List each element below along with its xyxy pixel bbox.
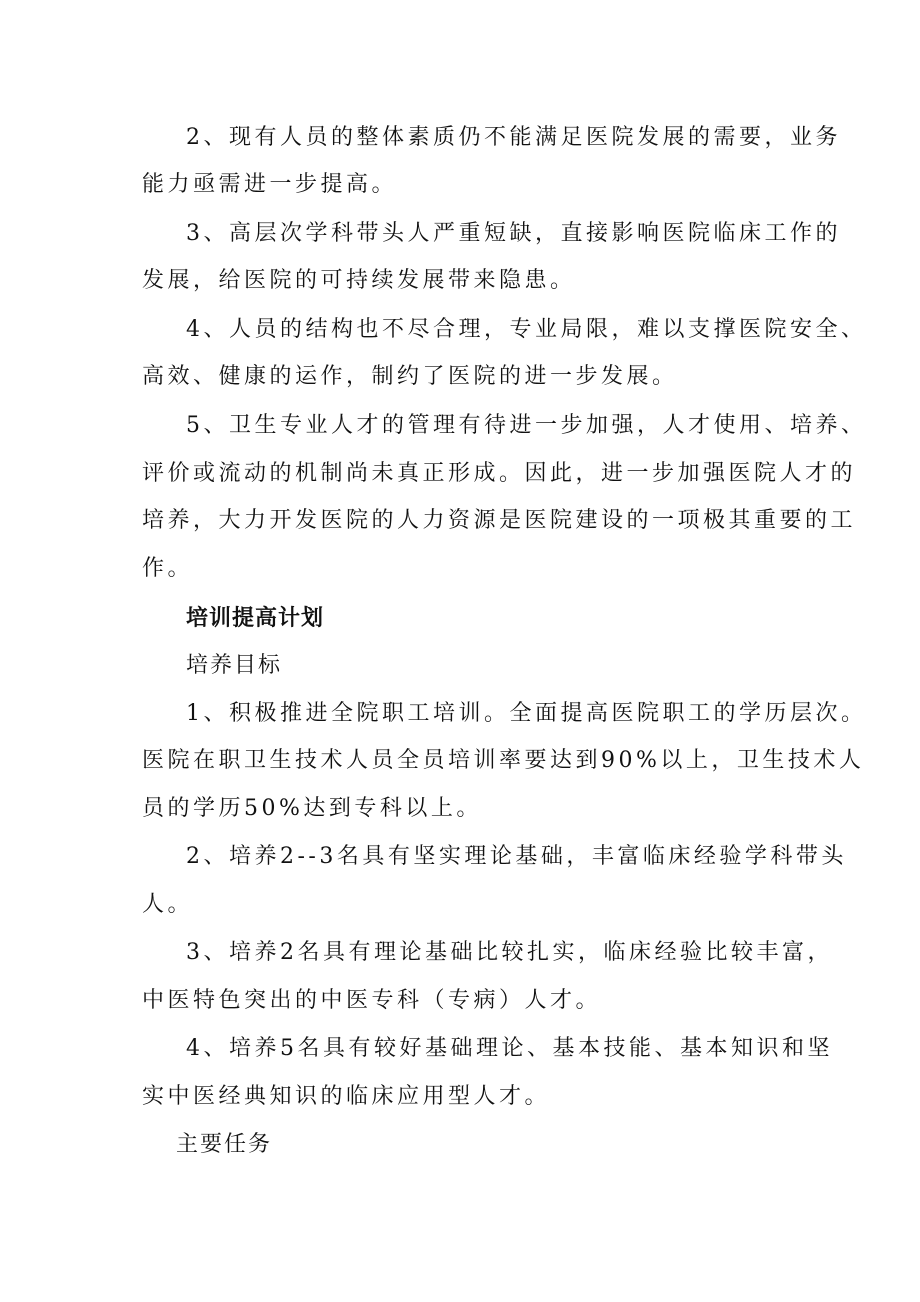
paragraph-5-line-3: 培养，大力开发医院的人力资源是医院建设的一项极其重要的工 xyxy=(142,508,857,533)
section-heading-training-plan: 培训提高计划 xyxy=(186,605,325,631)
goal-3-line-1: 3、培养2名具有理论基础比较扎实，临床经验比较丰富， xyxy=(186,940,833,965)
goal-4-line-1: 4、培养5名具有较好基础理论、基本技能、基本知识和坚 xyxy=(186,1036,833,1061)
paragraph-2-line-1: 2、现有人员的整体素质仍不能满足医院发展的需要，业务 xyxy=(186,125,841,150)
subheading-training-goals: 培养目标 xyxy=(186,653,283,678)
goal-2-line-2: 人。 xyxy=(142,892,194,917)
paragraph-5-line-4: 作。 xyxy=(142,556,194,581)
paragraph-4-line-1: 4、人员的结构也不尽合理，专业局限，难以支撑医院安全、 xyxy=(186,317,867,342)
goal-1-line-2: 医院在职卫生技术人员全员培训率要达到90%以上，卫生技术人 xyxy=(142,748,865,773)
goal-1-line-3: 员的学历50%达到专科以上。 xyxy=(142,796,482,821)
goal-3-line-2: 中医特色突出的中医专科（专病）人才。 xyxy=(142,988,602,1013)
paragraph-4-line-2: 高效、健康的运作，制约了医院的进一步发展。 xyxy=(142,364,678,389)
paragraph-5-line-2: 评价或流动的机制尚未真正形成。因此，进一步加强医院人才的 xyxy=(142,461,857,486)
paragraph-5-line-1: 5、卫生专业人才的管理有待进一步加强，人才使用、培养、 xyxy=(186,413,867,438)
goal-4-line-2: 实中医经典知识的临床应用型人才。 xyxy=(142,1084,551,1109)
paragraph-2-line-2: 能力亟需进一步提高。 xyxy=(142,172,398,197)
paragraph-3-line-1: 3、高层次学科带头人严重短缺，直接影响医院临床工作的 xyxy=(186,221,841,246)
goal-2-line-1: 2、培养2--3名具有坚实理论基础，丰富临床经验学科带头 xyxy=(186,844,847,869)
subheading-main-tasks: 主要任务 xyxy=(176,1132,273,1157)
goal-1-line-1: 1、积极推进全院职工培训。全面提高医院职工的学历层次。 xyxy=(186,701,867,726)
paragraph-3-line-2: 发展，给医院的可持续发展带来隐患。 xyxy=(142,268,576,293)
